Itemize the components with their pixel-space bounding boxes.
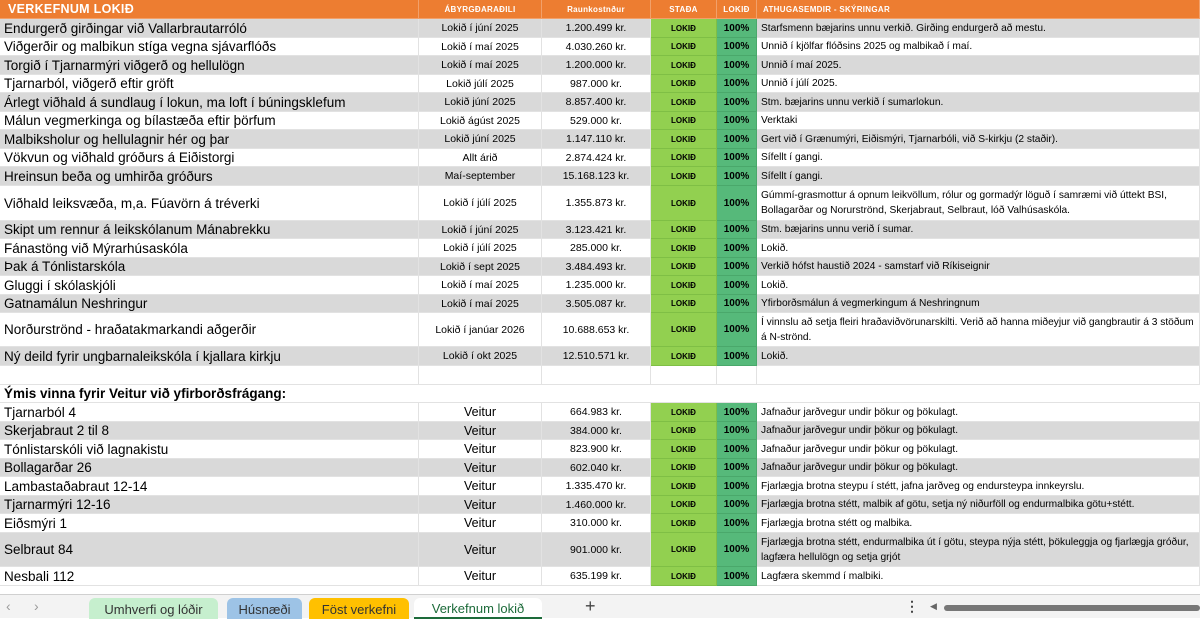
responsible-cell[interactable]: Lokið júní 2025 bbox=[419, 130, 542, 149]
status-cell[interactable]: LOKIÐ bbox=[651, 477, 717, 496]
prev-sheet-icon[interactable]: ‹ bbox=[6, 598, 11, 614]
status-cell[interactable]: LOKIÐ bbox=[651, 130, 717, 149]
cost-cell[interactable]: 8.857.400 kr. bbox=[542, 93, 651, 112]
responsible-cell[interactable]: Lokið í maí 2025 bbox=[419, 56, 542, 75]
status-cell[interactable]: LOKIÐ bbox=[651, 295, 717, 313]
header-row bbox=[0, 0, 1200, 19]
status-cell[interactable]: LOKIÐ bbox=[651, 239, 717, 258]
completion-cell[interactable]: 100% bbox=[717, 514, 757, 533]
table-row bbox=[0, 258, 1200, 276]
completion-cell[interactable]: 100% bbox=[717, 38, 757, 56]
table-row bbox=[0, 295, 1200, 313]
cost-cell[interactable]: 310.000 kr. bbox=[542, 514, 651, 533]
notes-cell[interactable]: Lokið. bbox=[757, 239, 1200, 258]
completion-cell[interactable]: 100% bbox=[717, 403, 757, 422]
cost-cell[interactable]: 664.983 kr. bbox=[542, 403, 651, 422]
status-cell[interactable]: LOKIÐ bbox=[651, 514, 717, 533]
table-row bbox=[0, 221, 1200, 239]
status-cell[interactable]: LOKIÐ bbox=[651, 313, 717, 347]
task-name-cell[interactable]: Málun vegmerkinga og bílastæða eftir þörfum bbox=[0, 112, 419, 130]
responsible-cell[interactable]: Lokið júlí 2025 bbox=[419, 75, 542, 93]
status-cell[interactable]: LOKIÐ bbox=[651, 38, 717, 56]
notes-cell[interactable]: Yfirborðsmálun á vegmerkingum á Neshringnum bbox=[757, 295, 1200, 313]
responsible-cell[interactable]: Lokið í júlí 2025 bbox=[419, 239, 542, 258]
responsible-cell[interactable]: Lokið í maí 2025 bbox=[419, 38, 542, 56]
completion-cell[interactable]: 100% bbox=[717, 130, 757, 149]
completion-cell[interactable]: 100% bbox=[717, 93, 757, 112]
table-row bbox=[0, 514, 1200, 533]
status-cell[interactable]: LOKIÐ bbox=[651, 186, 717, 221]
status-cell[interactable]: LOKIÐ bbox=[651, 567, 717, 586]
responsible-cell[interactable]: Veitur bbox=[419, 422, 542, 440]
cost-cell[interactable]: 15.168.123 kr. bbox=[542, 167, 651, 186]
completion-cell[interactable]: 100% bbox=[717, 496, 757, 514]
table-row bbox=[0, 19, 1200, 38]
task-name-cell[interactable]: Tjarnarból, viðgerð eftir gröft bbox=[0, 75, 419, 93]
completion-cell[interactable]: 100% bbox=[717, 276, 757, 295]
empty-row bbox=[0, 366, 1200, 385]
status-cell[interactable]: LOKIÐ bbox=[651, 422, 717, 440]
table-row bbox=[0, 477, 1200, 496]
responsible-cell[interactable]: Maí-september bbox=[419, 167, 542, 186]
header-status[interactable]: STAÐA bbox=[651, 0, 717, 19]
completion-cell[interactable]: 100% bbox=[717, 295, 757, 313]
header-notes[interactable]: ATHUGASEMDIR - SKÝRINGAR bbox=[757, 0, 1200, 19]
notes-cell[interactable]: Sífellt í gangi. bbox=[757, 149, 1200, 167]
completion-cell[interactable]: 100% bbox=[717, 112, 757, 130]
header-responsible[interactable]: ÁBYRGÐARAÐILI bbox=[419, 0, 542, 19]
empty-cell[interactable] bbox=[757, 366, 1200, 385]
table-row bbox=[0, 313, 1200, 347]
table-row bbox=[0, 112, 1200, 130]
responsible-cell[interactable]: Veitur bbox=[419, 477, 542, 496]
cost-cell[interactable]: 1.235.000 kr. bbox=[542, 276, 651, 295]
notes-cell[interactable]: Í vinnslu að setja fleiri hraðaviðvörunarskilti. Verið að hanna miðeyjur við gangbrautir á 3 stöðum á N-strönd. bbox=[757, 313, 1200, 347]
notes-cell[interactable]: Lagfæra skemmd í malbiki. bbox=[757, 567, 1200, 586]
cost-cell[interactable]: 12.510.571 kr. bbox=[542, 347, 651, 366]
responsible-cell[interactable]: Allt árið bbox=[419, 149, 542, 167]
notes-cell[interactable]: Unnið í kjölfar flóðsins 2025 og malbikað í maí. bbox=[757, 38, 1200, 56]
table-row bbox=[0, 567, 1200, 586]
notes-cell[interactable]: Verktaki bbox=[757, 112, 1200, 130]
table-row bbox=[0, 56, 1200, 75]
table-row bbox=[0, 167, 1200, 186]
completion-cell[interactable]: 100% bbox=[717, 440, 757, 459]
completion-cell[interactable]: 100% bbox=[717, 422, 757, 440]
cost-cell[interactable]: 10.688.653 kr. bbox=[542, 313, 651, 347]
status-cell[interactable]: LOKIÐ bbox=[651, 93, 717, 112]
task-name-cell[interactable]: Nesbali 112 bbox=[0, 567, 419, 586]
task-name-cell[interactable]: Gluggi í skólaskjóli bbox=[0, 276, 419, 295]
status-cell[interactable]: LOKIÐ bbox=[651, 149, 717, 167]
responsible-cell[interactable]: Lokið í júní 2025 bbox=[419, 19, 542, 38]
status-cell[interactable]: LOKIÐ bbox=[651, 258, 717, 276]
header-cost[interactable]: Raunkostnður bbox=[542, 0, 651, 19]
notes-cell[interactable]: Gúmmí-grasmottur á opnum leikvöllum, rólur og gormadýr löguð í samræmi við úttekt BSI, Bollagarðar og Norurströnd, Skerjabraut, Selbraut, lóð Valhúsaskóla. bbox=[757, 186, 1200, 221]
task-name-cell[interactable]: Lambastaðabraut 12-14 bbox=[0, 477, 419, 496]
cost-cell[interactable]: 1.355.873 kr. bbox=[542, 186, 651, 221]
notes-cell[interactable]: Fjarlægja brotna stétt, malbik af götu, setja ný niðurföll og endurmalbika götu+stétt. bbox=[757, 496, 1200, 514]
table-row bbox=[0, 130, 1200, 149]
table-row bbox=[0, 459, 1200, 477]
table-row bbox=[0, 440, 1200, 459]
empty-cell[interactable] bbox=[651, 366, 717, 385]
scroll-left-icon[interactable]: ◀ bbox=[930, 601, 937, 611]
cost-cell[interactable]: 987.000 kr. bbox=[542, 75, 651, 93]
table-row bbox=[0, 239, 1200, 258]
cost-cell[interactable]: 1.200.499 kr. bbox=[542, 19, 651, 38]
empty-cell[interactable] bbox=[717, 366, 757, 385]
responsible-cell[interactable]: Lokið í janúar 2026 bbox=[419, 313, 542, 347]
tab-umhverfi-og-lodir[interactable]: Umhverfi og lóðir bbox=[89, 598, 218, 619]
cost-cell[interactable]: 4.030.260 kr. bbox=[542, 38, 651, 56]
status-cell[interactable]: LOKIÐ bbox=[651, 459, 717, 477]
empty-cell[interactable] bbox=[419, 366, 542, 385]
table-row bbox=[0, 422, 1200, 440]
task-name-cell[interactable]: Ný deild fyrir ungbarnaleikskóla í kjallara kirkju bbox=[0, 347, 419, 366]
add-sheet-icon[interactable]: + bbox=[585, 596, 596, 616]
notes-cell[interactable]: Fjarlægja brotna steypu í stétt, jafna jarðveg og endursteypa innkeyrslu. bbox=[757, 477, 1200, 496]
cost-cell[interactable]: 529.000 kr. bbox=[542, 112, 651, 130]
cost-cell[interactable]: 635.199 kr. bbox=[542, 567, 651, 586]
table-row bbox=[0, 403, 1200, 422]
table-row bbox=[0, 186, 1200, 221]
more-options-icon[interactable]: ⋮ bbox=[905, 598, 919, 614]
task-name-cell[interactable]: Skerjabraut 2 til 8 bbox=[0, 422, 419, 440]
responsible-cell[interactable]: Veitur bbox=[419, 496, 542, 514]
completion-cell[interactable]: 100% bbox=[717, 313, 757, 347]
cost-cell[interactable]: 384.000 kr. bbox=[542, 422, 651, 440]
responsible-cell[interactable]: Lokið í sept 2025 bbox=[419, 258, 542, 276]
status-cell[interactable]: LOKIÐ bbox=[651, 276, 717, 295]
responsible-cell[interactable]: Lokið í júlí 2025 bbox=[419, 186, 542, 221]
status-cell[interactable]: LOKIÐ bbox=[651, 496, 717, 514]
status-cell[interactable]: LOKIÐ bbox=[651, 440, 717, 459]
task-name-cell[interactable]: Eiðsmýri 1 bbox=[0, 514, 419, 533]
notes-cell[interactable]: Verkið hófst haustið 2024 - samstarf við Ríkiseignir bbox=[757, 258, 1200, 276]
notes-cell[interactable]: Jafnaður jarðvegur undir þökur og þökulagt. bbox=[757, 422, 1200, 440]
task-name-cell[interactable]: Árlegt viðhald á sundlaug í lokun, ma loft í búningsklefum bbox=[0, 93, 419, 112]
cost-cell[interactable]: 3.484.493 kr. bbox=[542, 258, 651, 276]
responsible-cell[interactable]: Veitur bbox=[419, 403, 542, 422]
completion-cell[interactable]: 100% bbox=[717, 533, 757, 567]
empty-cell[interactable] bbox=[542, 366, 651, 385]
task-name-cell[interactable]: Gatnamálun Neshringur bbox=[0, 295, 419, 313]
notes-cell[interactable]: Lokið. bbox=[757, 276, 1200, 295]
notes-cell[interactable]: Starfsmenn bæjarins unnu verkið. Girðing endurgerð að mestu. bbox=[757, 19, 1200, 38]
notes-cell[interactable]: Stm. bæjarins unnu verkið í sumarlokun. bbox=[757, 93, 1200, 112]
header-title[interactable]: VERKEFNUM LOKIÐ bbox=[0, 0, 419, 19]
completion-cell[interactable]: 100% bbox=[717, 56, 757, 75]
completion-cell[interactable]: 100% bbox=[717, 167, 757, 186]
notes-cell[interactable]: Jafnaður jarðvegur undir þökur og þökulagt. bbox=[757, 440, 1200, 459]
cost-cell[interactable]: 901.000 kr. bbox=[542, 533, 651, 567]
status-cell[interactable]: LOKIÐ bbox=[651, 56, 717, 75]
completion-cell[interactable]: 100% bbox=[717, 75, 757, 93]
cost-cell[interactable]: 3.123.421 kr. bbox=[542, 221, 651, 239]
task-name-cell[interactable]: Fánastöng við Mýrarhúsaskóla bbox=[0, 239, 419, 258]
responsible-cell[interactable]: Lokið í maí 2025 bbox=[419, 276, 542, 295]
sheet-tab-bar bbox=[0, 594, 1200, 618]
responsible-cell[interactable]: Veitur bbox=[419, 459, 542, 477]
tab-fost-verkefni[interactable]: Föst verkefni bbox=[309, 598, 409, 619]
task-name-cell[interactable]: Viðgerðir og malbikun stíga vegna sjávarflóðs bbox=[0, 38, 419, 56]
task-name-cell[interactable]: Torgið í Tjarnarmýri viðgerð og hellulögn bbox=[0, 56, 419, 75]
responsible-cell[interactable]: Lokið í júní 2025 bbox=[419, 221, 542, 239]
task-name-cell[interactable]: Bollagarðar 26 bbox=[0, 459, 419, 477]
table-row bbox=[0, 496, 1200, 514]
task-name-cell[interactable]: Skipt um rennur á leikskólanum Mánabrekku bbox=[0, 221, 419, 239]
notes-cell[interactable]: Gert við í Grænumýri, Eiðismýri, Tjarnarbóli, við S-kirkju (2 staðir). bbox=[757, 130, 1200, 149]
cost-cell[interactable]: 2.874.424 kr. bbox=[542, 149, 651, 167]
task-name-cell[interactable]: Viðhald leiksvæða, m,a. Fúavörn á tréverki bbox=[0, 186, 419, 221]
cost-cell[interactable]: 1.335.470 kr. bbox=[542, 477, 651, 496]
completion-cell[interactable]: 100% bbox=[717, 239, 757, 258]
completion-cell[interactable]: 100% bbox=[717, 221, 757, 239]
status-cell[interactable]: LOKIÐ bbox=[651, 112, 717, 130]
table-row bbox=[0, 533, 1200, 567]
table-row bbox=[0, 93, 1200, 112]
table-row bbox=[0, 75, 1200, 93]
section-header-row bbox=[0, 385, 1200, 403]
completion-cell[interactable]: 100% bbox=[717, 347, 757, 366]
header-completed[interactable]: LOKIÐ bbox=[717, 0, 757, 19]
task-name-cell[interactable]: Endurgerð girðingar við Vallarbrautarróló bbox=[0, 19, 419, 38]
notes-cell[interactable]: Lokið. bbox=[757, 347, 1200, 366]
responsible-cell[interactable]: Veitur bbox=[419, 514, 542, 533]
table-row bbox=[0, 347, 1200, 366]
cost-cell[interactable]: 823.900 kr. bbox=[542, 440, 651, 459]
status-cell[interactable]: LOKIÐ bbox=[651, 533, 717, 567]
task-name-cell[interactable]: Malbiksholur og hellulagnir hér og þar bbox=[0, 130, 419, 149]
responsible-cell[interactable]: Lokið í okt 2025 bbox=[419, 347, 542, 366]
completion-cell[interactable]: 100% bbox=[717, 459, 757, 477]
responsible-cell[interactable]: Lokið ágúst 2025 bbox=[419, 112, 542, 130]
table-row bbox=[0, 149, 1200, 167]
cost-cell[interactable]: 1.200.000 kr. bbox=[542, 56, 651, 75]
table-row bbox=[0, 38, 1200, 56]
completion-cell[interactable]: 100% bbox=[717, 19, 757, 38]
notes-cell[interactable]: Unnið í júlí 2025. bbox=[757, 75, 1200, 93]
status-cell[interactable]: LOKIÐ bbox=[651, 75, 717, 93]
task-name-cell[interactable]: Tjarnarból 4 bbox=[0, 403, 419, 422]
responsible-cell[interactable]: Veitur bbox=[419, 567, 542, 586]
completion-cell[interactable]: 100% bbox=[717, 258, 757, 276]
responsible-cell[interactable]: Veitur bbox=[419, 440, 542, 459]
empty-cell[interactable] bbox=[0, 366, 419, 385]
status-cell[interactable]: LOKIÐ bbox=[651, 347, 717, 366]
task-name-cell[interactable]: Norðurströnd - hraðatakmarkandi aðgerðir bbox=[0, 313, 419, 347]
completion-cell[interactable]: 100% bbox=[717, 477, 757, 496]
tab-husnaedi[interactable]: Húsnæði bbox=[227, 598, 302, 619]
notes-cell[interactable]: Sífellt í gangi. bbox=[757, 167, 1200, 186]
task-name-cell[interactable]: Tjarnarmýri 12-16 bbox=[0, 496, 419, 514]
tab-verkefnum-lokid[interactable]: Verkefnum lokið bbox=[414, 598, 542, 619]
notes-cell[interactable]: Fjarlægja brotna stétt og malbika. bbox=[757, 514, 1200, 533]
status-cell[interactable]: LOKIÐ bbox=[651, 19, 717, 38]
status-cell[interactable]: LOKIÐ bbox=[651, 167, 717, 186]
responsible-cell[interactable]: Lokið í maí 2025 bbox=[419, 295, 542, 313]
task-name-cell[interactable]: Vökvun og viðhald gróðurs á Eiðistorgi bbox=[0, 149, 419, 167]
task-name-cell[interactable]: Þak á Tónlistarskóla bbox=[0, 258, 419, 276]
cost-cell[interactable]: 1.460.000 kr. bbox=[542, 496, 651, 514]
notes-cell[interactable]: Unnið í maí 2025. bbox=[757, 56, 1200, 75]
cost-cell[interactable]: 602.040 kr. bbox=[542, 459, 651, 477]
task-name-cell[interactable]: Tónlistarskóli við lagnakistu bbox=[0, 440, 419, 459]
notes-cell[interactable]: Fjarlægja brotna stétt, endurmalbika út í götu, steypa nýja stétt, þökuleggja og fjarlægja gróður, lagfæra hellulögn og setja grjót bbox=[757, 533, 1200, 567]
cost-cell[interactable]: 285.000 kr. bbox=[542, 239, 651, 258]
notes-cell[interactable]: Jafnaður jarðvegur undir þökur og þökulagt. bbox=[757, 403, 1200, 422]
next-sheet-icon[interactable]: › bbox=[34, 598, 39, 614]
completion-cell[interactable]: 100% bbox=[717, 567, 757, 586]
section-title[interactable]: Ýmis vinna fyrir Veitur við yfirborðsfrágang: bbox=[0, 385, 1200, 403]
task-name-cell[interactable]: Hreinsun beða og umhirða gróðurs bbox=[0, 167, 419, 186]
cost-cell[interactable]: 1.147.110 kr. bbox=[542, 130, 651, 149]
cost-cell[interactable]: 3.505.087 kr. bbox=[542, 295, 651, 313]
notes-cell[interactable]: Jafnaður jarðvegur undir þökur og þökulagt. bbox=[757, 459, 1200, 477]
status-cell[interactable]: LOKIÐ bbox=[651, 221, 717, 239]
responsible-cell[interactable]: Veitur bbox=[419, 533, 542, 567]
completion-cell[interactable]: 100% bbox=[717, 149, 757, 167]
task-name-cell[interactable]: Selbraut 84 bbox=[0, 533, 419, 567]
table-row bbox=[0, 276, 1200, 295]
notes-cell[interactable]: Stm. bæjarins unnu verið í sumar. bbox=[757, 221, 1200, 239]
completion-cell[interactable]: 100% bbox=[717, 186, 757, 221]
horizontal-scrollbar[interactable] bbox=[944, 605, 1200, 611]
responsible-cell[interactable]: Lokið júní 2025 bbox=[419, 93, 542, 112]
status-cell[interactable]: LOKIÐ bbox=[651, 403, 717, 422]
